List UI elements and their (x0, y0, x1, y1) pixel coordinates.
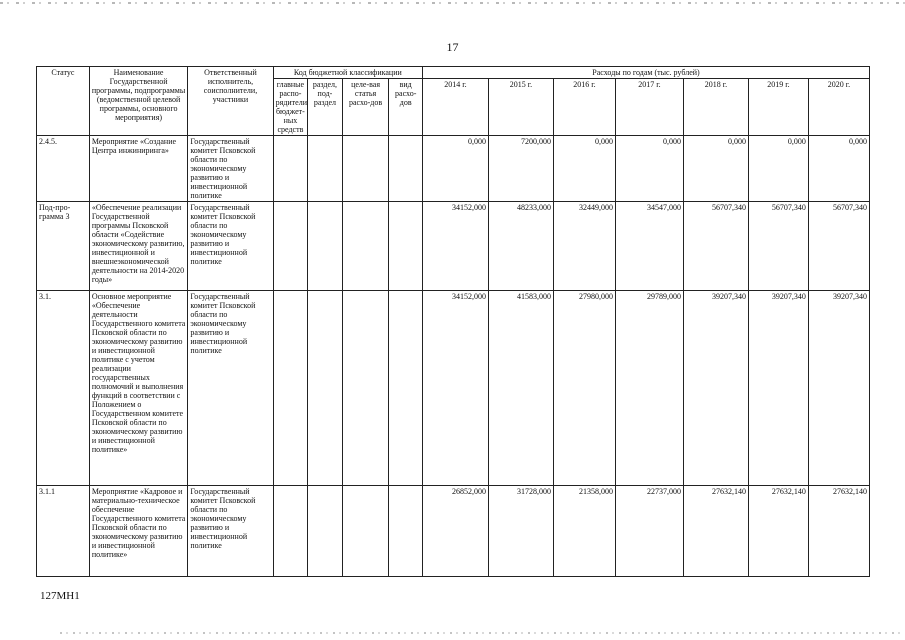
row-name: Основное мероприятие «Обеспечение деятельности Государственного комитета Псковской области по экономическому развитию и инвестиционной политике с учетом реализации государственных полномочий и выполнения функций в соответствии с Положением о Государственном комитете Псковской области по экономическому развитию и инвестиционной политике» (89, 291, 188, 486)
budget-code-cell (308, 486, 343, 577)
row-status: Под-про-грамма 3 (37, 202, 90, 291)
budget-code-cell (389, 291, 423, 486)
row-value: 27632,140 (748, 486, 808, 577)
row-value: 39207,340 (683, 291, 748, 486)
table-row (37, 202, 870, 291)
row-value: 0,000 (808, 136, 869, 202)
row-name: Мероприятие «Создание Центра инжиниринга» (89, 136, 188, 202)
budget-code-cell (308, 136, 343, 202)
row-value: 0,000 (683, 136, 748, 202)
budget-code-cell (389, 202, 423, 291)
budget-code-cell (342, 291, 389, 486)
row-value: 27632,140 (808, 486, 869, 577)
header-year: 2018 г. (683, 79, 748, 136)
row-name: «Обеспечение реализации Государственной программы Псковской области «Содействие экономическому развитию, инвестиционной и внешнеэкономической деятельности на 2014-2020 годы» (89, 202, 188, 291)
row-value: 0,000 (553, 136, 615, 202)
row-name: Мероприятие «Кадровое и материально-техническое обеспечение Государственного комитета Псковской области по экономическому развитию и инвестиционной политике» (89, 486, 188, 577)
header-row-1 (37, 67, 870, 79)
budget-code-cell (273, 136, 308, 202)
row-responsible: Государственный комитет Псковской области по экономическому развитию и инвестиционной политике (188, 486, 273, 577)
row-status: 3.1.1 (37, 486, 90, 577)
budget-code-cell (273, 202, 308, 291)
budget-code-cell (308, 291, 343, 486)
row-responsible: Государственный комитет Псковской области по экономическому развитию и инвестиционной политике (188, 202, 273, 291)
row-status: 3.1. (37, 291, 90, 486)
budget-code-cell (342, 486, 389, 577)
row-value: 0,000 (748, 136, 808, 202)
row-value: 26852,000 (422, 486, 488, 577)
header-expenses: Расходы по годам (тыс. рублей) (422, 67, 869, 79)
header-budget-sub: раздел, под-раздел (308, 79, 343, 136)
row-value: 0,000 (615, 136, 683, 202)
header-responsible: Ответственный исполнитель, соисполнители, участники (188, 67, 273, 136)
table-row (37, 291, 870, 486)
header-budget-sub: главные распо-рядители бюджет-ных средств (273, 79, 308, 136)
footer-code: 127МН1 (40, 590, 80, 602)
budget-code-cell (389, 486, 423, 577)
budget-code-cell (273, 486, 308, 577)
header-status: Статус (37, 67, 90, 136)
header-year: 2017 г. (615, 79, 683, 136)
header-year: 2020 г. (808, 79, 869, 136)
row-value: 34547,000 (615, 202, 683, 291)
row-value: 27980,000 (553, 291, 615, 486)
row-value: 48233,000 (488, 202, 553, 291)
row-responsible: Государственный комитет Псковской области по экономическому развитию и инвестиционной политике (188, 291, 273, 486)
row-value: 39207,340 (808, 291, 869, 486)
row-value: 29789,000 (615, 291, 683, 486)
row-value: 21358,000 (553, 486, 615, 577)
row-value: 34152,000 (422, 202, 488, 291)
header-name: Наименование Государственной программы, подпрограммы (ведомственной целевой программы, основного мероприятия) (89, 67, 188, 136)
budget-code-cell (273, 291, 308, 486)
row-responsible: Государственный комитет Псковской области по экономическому развитию и инвестиционной политике (188, 136, 273, 202)
table-row (37, 486, 870, 577)
row-value: 56707,340 (808, 202, 869, 291)
row-value: 31728,000 (488, 486, 553, 577)
row-value: 39207,340 (748, 291, 808, 486)
row-value: 56707,340 (748, 202, 808, 291)
header-budget-sub: целе-вая статья расхо-дов (342, 79, 389, 136)
header-year: 2015 г. (488, 79, 553, 136)
scan-artifact-bottom (60, 632, 905, 634)
row-value: 27632,140 (683, 486, 748, 577)
row-status: 2.4.5. (37, 136, 90, 202)
row-value: 7200,000 (488, 136, 553, 202)
header-budget-classification: Код бюджетной классификации (273, 67, 422, 79)
row-value: 34152,000 (422, 291, 488, 486)
budget-code-cell (342, 136, 389, 202)
budget-code-cell (308, 202, 343, 291)
table-row (37, 136, 870, 202)
row-value: 32449,000 (553, 202, 615, 291)
header-year: 2014 г. (422, 79, 488, 136)
row-value: 41583,000 (488, 291, 553, 486)
budget-code-cell (342, 202, 389, 291)
page-number: 17 (446, 40, 459, 54)
row-value: 56707,340 (683, 202, 748, 291)
header-budget-sub: вид расхо-дов (389, 79, 423, 136)
scan-artifact-top (0, 2, 905, 4)
header-year: 2016 г. (553, 79, 615, 136)
budget-table (36, 66, 870, 577)
budget-code-cell (389, 136, 423, 202)
header-year: 2019 г. (748, 79, 808, 136)
row-value: 22737,000 (615, 486, 683, 577)
row-value: 0,000 (422, 136, 488, 202)
